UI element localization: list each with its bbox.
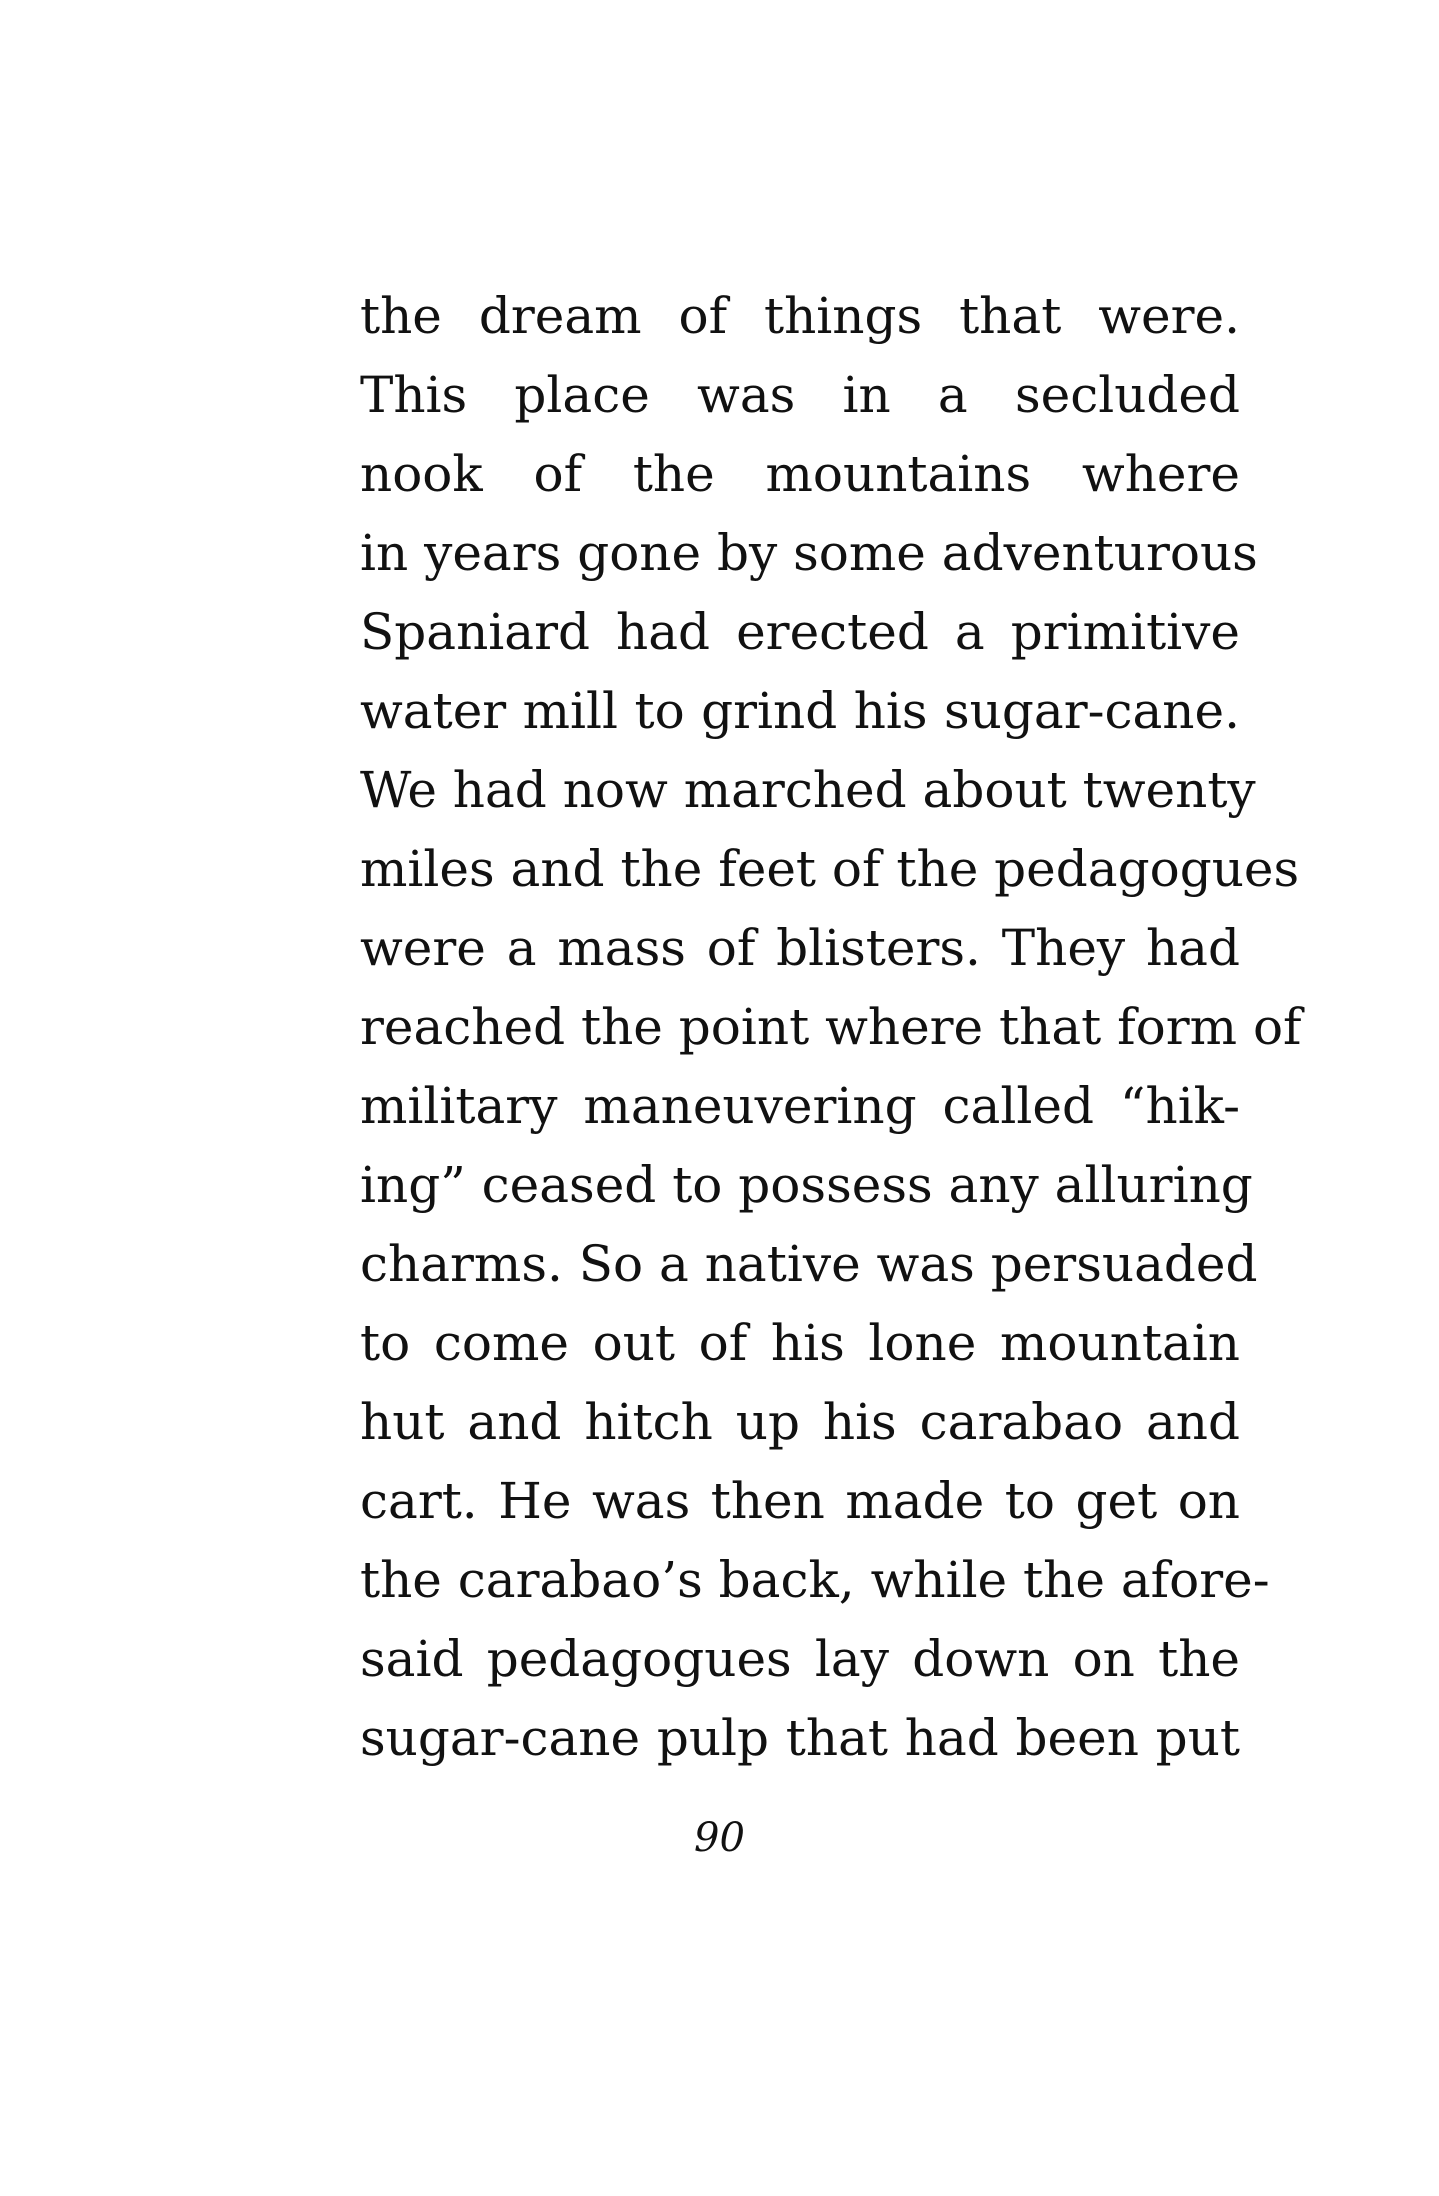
text-line: ing” ceased to possess any alluring [360, 1156, 1253, 1214]
text-line: cart. He was then made to get on [360, 1472, 1240, 1530]
body-text [360, 277, 1302, 1778]
text-line: We had now marched about twenty [360, 761, 1256, 819]
page-number: 90 [694, 1815, 745, 1861]
text-line: water mill to grind his sugar-cane. [360, 682, 1240, 740]
text-line: hut and hitch up his carabao and [360, 1393, 1240, 1451]
text-line: Spaniard had erected a primitive [360, 603, 1240, 661]
text-line: the dream of things that were. [360, 287, 1240, 345]
text-line: miles and the feet of the pedagogues [360, 840, 1300, 898]
text-line: nook of the mountains where [360, 445, 1240, 503]
text-line: charms. So a native was persuaded [360, 1235, 1258, 1293]
text-line: said pedagogues lay down on the [360, 1630, 1240, 1688]
text-line: to come out of his lone mountain [360, 1314, 1240, 1372]
text-line: military maneuvering called “hik- [360, 1077, 1240, 1135]
text-line: This place was in a secluded [360, 366, 1240, 424]
text-line: the carabao’s back, while the afore- [360, 1551, 1270, 1609]
text-line: in years gone by some adventurous [360, 524, 1258, 582]
text-line: sugar-cane pulp that had been put [360, 1709, 1240, 1767]
text-line: reached the point where that form of [360, 998, 1302, 1056]
text-line: were a mass of blisters. They had [360, 919, 1240, 977]
